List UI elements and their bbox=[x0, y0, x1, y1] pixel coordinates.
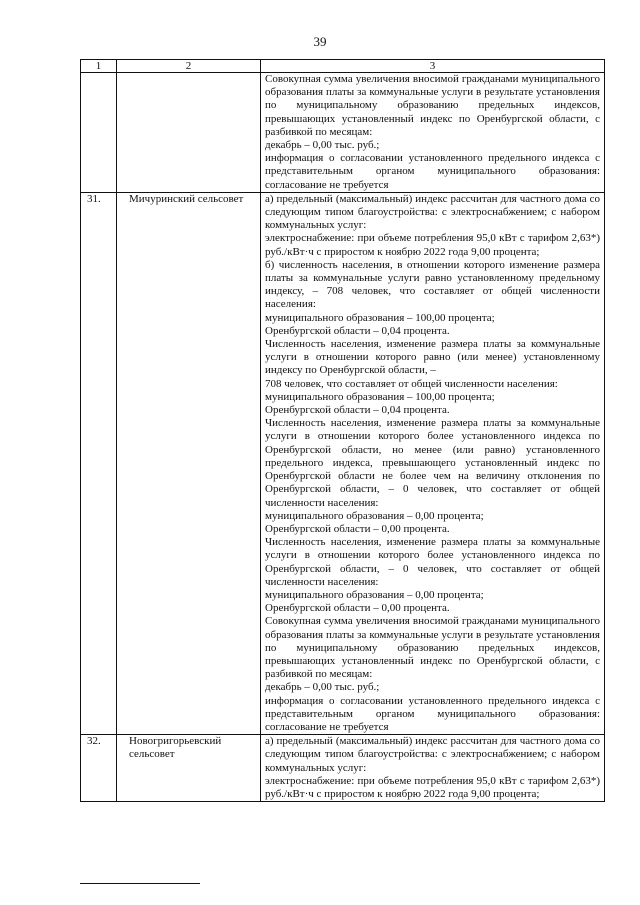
row-number-cell: 31. bbox=[81, 192, 117, 734]
paragraph: Совокупная сумма увеличения вносимой гражданами муниципального образования платы за коммунальные услуги в результате установления по муниципальному образованию предельных индексов, превышающих установленный индекс по Оренбургской области, с разбивкой по месяцам: bbox=[265, 615, 600, 681]
indices-table bbox=[80, 59, 605, 802]
paragraph: Численность населения, изменение размера платы за коммунальные услуги в отношении которого более установленного индекса по Оренбургской области, но менее (или равно) установленного предельного индекса, превышающего установленный индекс по Оренбургской области не более чем на величину отклонения по Оренбургской области, – 0 человек, что составляет от общей численности населения: bbox=[265, 417, 600, 509]
municipality-cell bbox=[117, 73, 261, 193]
paragraph: б) численность населения, в отношении которого изменение размера платы за коммунальные услуги равно установленному предельному индексу, – 708 человек, что составляет от общей численности населения: bbox=[265, 258, 600, 311]
municipality-cell: Мичуринский сельсовет bbox=[117, 192, 261, 734]
paragraph: декабрь – 0,00 тыс. руб.; bbox=[265, 681, 380, 694]
footnote-rule bbox=[80, 883, 200, 884]
paragraph: Оренбургской области – 0,00 процента. bbox=[265, 522, 450, 535]
paragraph: электроснабжение: при объеме потребления 95,0 кВт с тарифом 2,63*) руб./кВт·ч с приростом к ноябрю 2022 года 9,00 процента; bbox=[265, 774, 600, 800]
paragraph: Оренбургской области – 0,00 процента. bbox=[265, 602, 450, 615]
details-cell bbox=[261, 73, 605, 193]
paragraph: а) предельный (максимальный) индекс рассчитан для частного дома со следующим типом благоустройства: с электроснабжением; с набором коммунальных услуг: bbox=[265, 735, 600, 774]
municipality-cell: Новогригорьевский сельсовет bbox=[117, 735, 261, 802]
header-col-2: 2 bbox=[117, 60, 261, 73]
paragraph: муниципального образования – 100,00 процента; bbox=[265, 311, 495, 324]
header-col-1: 1 bbox=[81, 60, 117, 73]
paragraph: 708 человек, что составляет от общей численности населения: bbox=[265, 377, 558, 390]
paragraph: а) предельный (максимальный) индекс рассчитан для частного дома со следующим типом благоустройства: с электроснабжением; с набором коммунальных услуг: bbox=[265, 192, 600, 232]
details-cell bbox=[261, 192, 605, 734]
table-row-continuation bbox=[81, 73, 605, 193]
paragraph: Оренбургской области – 0,04 процента. bbox=[265, 404, 450, 417]
paragraph: Совокупная сумма увеличения вносимой гражданами муниципального образования платы за коммунальные услуги в результате установления по муниципальному образованию предельных индексов, превышающих установленный индекс по Оренбургской области, с разбивкой по месяцам: bbox=[265, 73, 600, 138]
row-number-cell bbox=[81, 73, 117, 193]
details-cell bbox=[261, 735, 605, 802]
paragraph: Численность населения, изменение размера платы за коммунальные услуги в отношении которого равно (или менее) установленному индексу по Оренбургской области, – bbox=[265, 338, 600, 377]
paragraph: электроснабжение: при объеме потребления 95,0 кВт с тарифом 2,63*) руб./кВт·ч с приростом к ноябрю 2022 года 9,00 процента; bbox=[265, 232, 600, 258]
table-row-32 bbox=[81, 735, 605, 802]
paragraph: муниципального образования – 0,00 процента; bbox=[265, 588, 484, 601]
table-header-row bbox=[81, 60, 605, 73]
header-col-3: 3 bbox=[261, 60, 605, 73]
page-number: 39 bbox=[313, 34, 327, 49]
table-row-31 bbox=[81, 192, 605, 734]
paragraph: информация о согласовании установленного предельного индекса с представительным органом муниципального образования: согласование не требуется bbox=[265, 152, 600, 191]
paragraph: Численность населения, изменение размера платы за коммунальные услуги в отношении которого более установленного индекса по Оренбургской области, – 0 человек, что составляет от общей численности населения: bbox=[265, 536, 600, 588]
paragraph: информация о согласовании установленного предельного индекса с представительным органом муниципального образования: согласование не требуется bbox=[265, 694, 600, 733]
paragraph: декабрь – 0,00 тыс. руб.; bbox=[265, 139, 380, 152]
row-number-cell: 32. bbox=[81, 735, 117, 802]
paragraph: Оренбургской области – 0,04 процента. bbox=[265, 324, 450, 337]
paragraph: муниципального образования – 0,00 процента; bbox=[265, 509, 484, 522]
paragraph: муниципального образования – 100,00 процента; bbox=[265, 390, 495, 403]
